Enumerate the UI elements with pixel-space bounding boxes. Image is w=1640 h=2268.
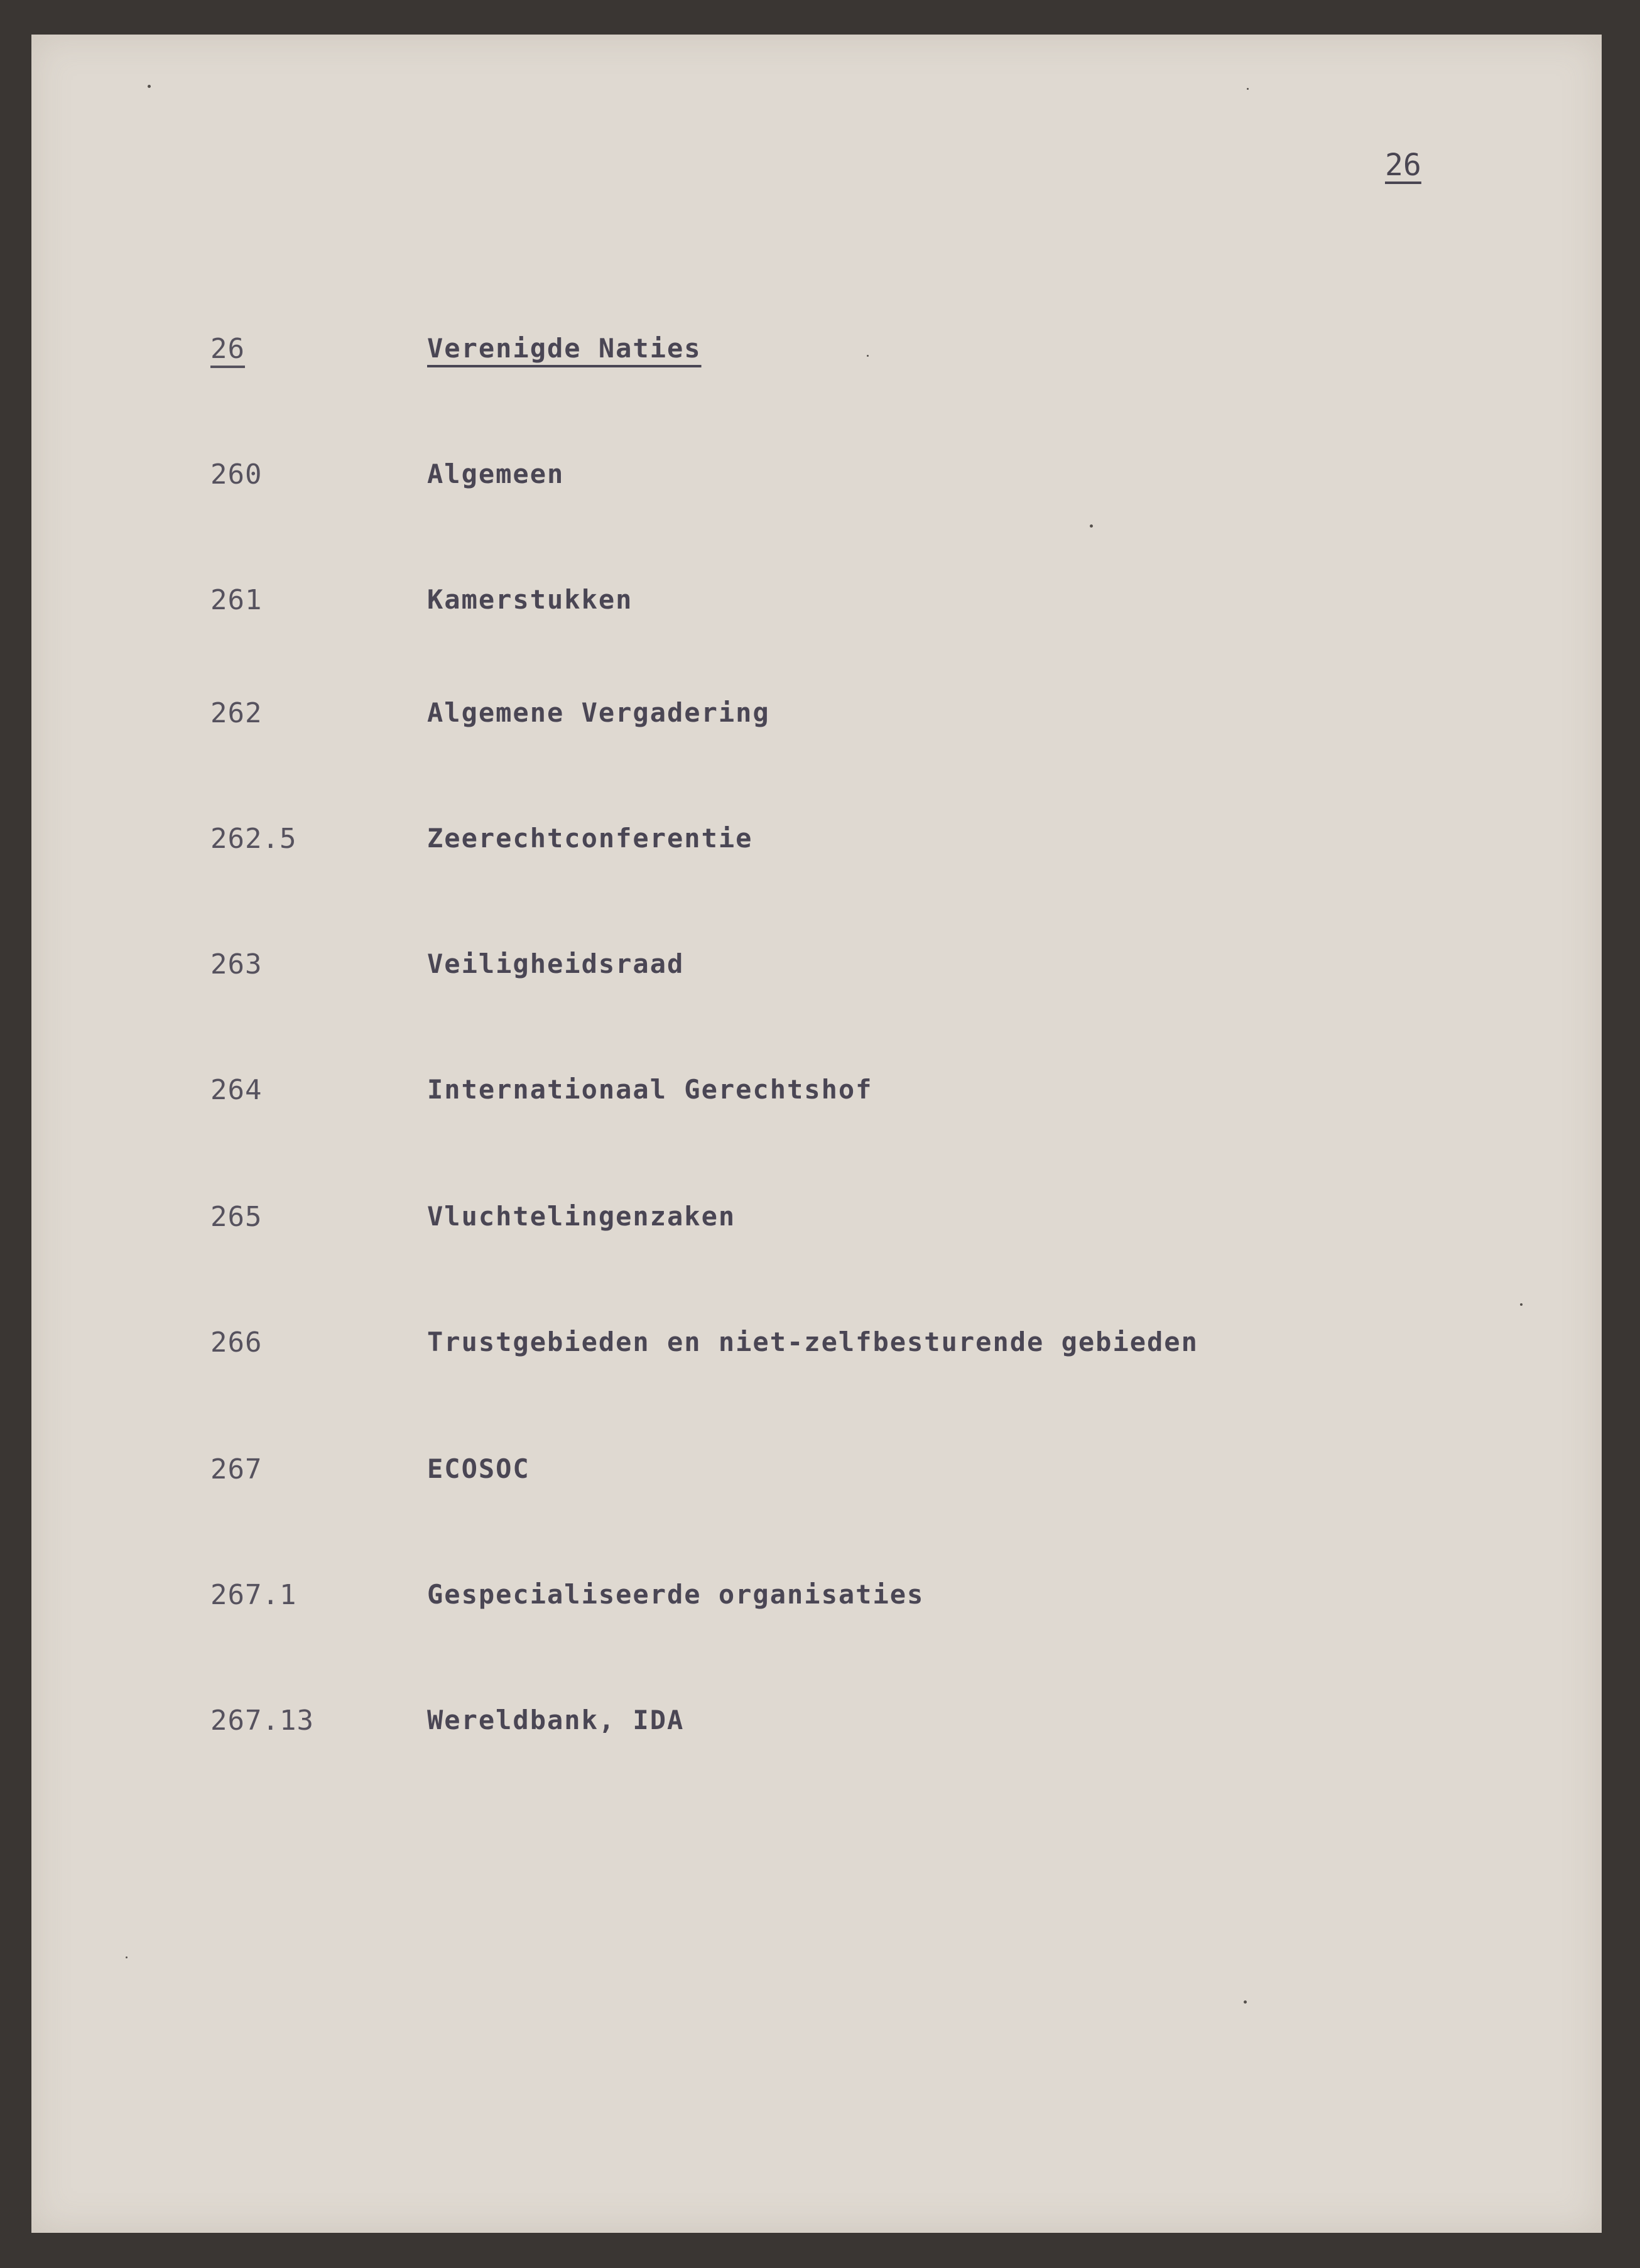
paper-speck — [148, 85, 151, 88]
paper-speck — [126, 1956, 128, 1958]
section-heading — [0, 333, 1640, 377]
list-item — [0, 1201, 1640, 1245]
paper-speck — [1520, 1303, 1523, 1306]
entry-code: 264 — [210, 1074, 263, 1106]
list-item — [0, 1074, 1640, 1118]
entry-title: Vluchtelingenzaken — [427, 1201, 736, 1232]
entry-title: Zeerechtconferentie — [427, 823, 753, 854]
entry-code: 261 — [210, 584, 263, 616]
list-item — [0, 1579, 1640, 1623]
entry-code: 260 — [210, 458, 263, 491]
entry-code: 267.13 — [210, 1705, 314, 1737]
entry-code: 263 — [210, 948, 263, 980]
list-item — [0, 948, 1640, 992]
list-item — [0, 697, 1640, 741]
page-number: 26 — [1385, 148, 1421, 183]
list-item — [0, 458, 1640, 502]
entry-code: 265 — [210, 1201, 263, 1233]
list-item — [0, 584, 1640, 628]
entry-title: Trustgebieden en niet-zelfbesturende gebieden — [427, 1327, 1198, 1357]
entry-code: 267.1 — [210, 1579, 297, 1611]
entry-title: Wereldbank, IDA — [427, 1705, 685, 1735]
entry-code: 267 — [210, 1453, 263, 1485]
paper-speck — [1090, 524, 1093, 528]
entry-title: Kamerstukken — [427, 584, 633, 615]
list-item — [0, 1327, 1640, 1370]
entry-title: Internationaal Gerechtshof — [427, 1074, 873, 1105]
entry-code: 266 — [210, 1327, 263, 1359]
entry-title: Algemene Vergadering — [427, 697, 770, 728]
list-item — [0, 823, 1640, 867]
section-title: Verenigde Naties — [427, 333, 702, 364]
entry-title: ECOSOC — [427, 1453, 530, 1484]
entry-title: Gespecialiseerde organisaties — [427, 1579, 925, 1610]
paper-speck — [867, 355, 869, 357]
section-code: 26 — [210, 333, 245, 365]
paper-speck — [1247, 88, 1249, 90]
list-item — [0, 1453, 1640, 1497]
list-item — [0, 1705, 1640, 1749]
entry-code: 262.5 — [210, 823, 297, 855]
paper-speck — [1244, 2000, 1247, 2004]
entry-code: 262 — [210, 697, 263, 729]
entry-title: Algemeen — [427, 458, 565, 489]
entry-title: Veiligheidsraad — [427, 948, 685, 979]
